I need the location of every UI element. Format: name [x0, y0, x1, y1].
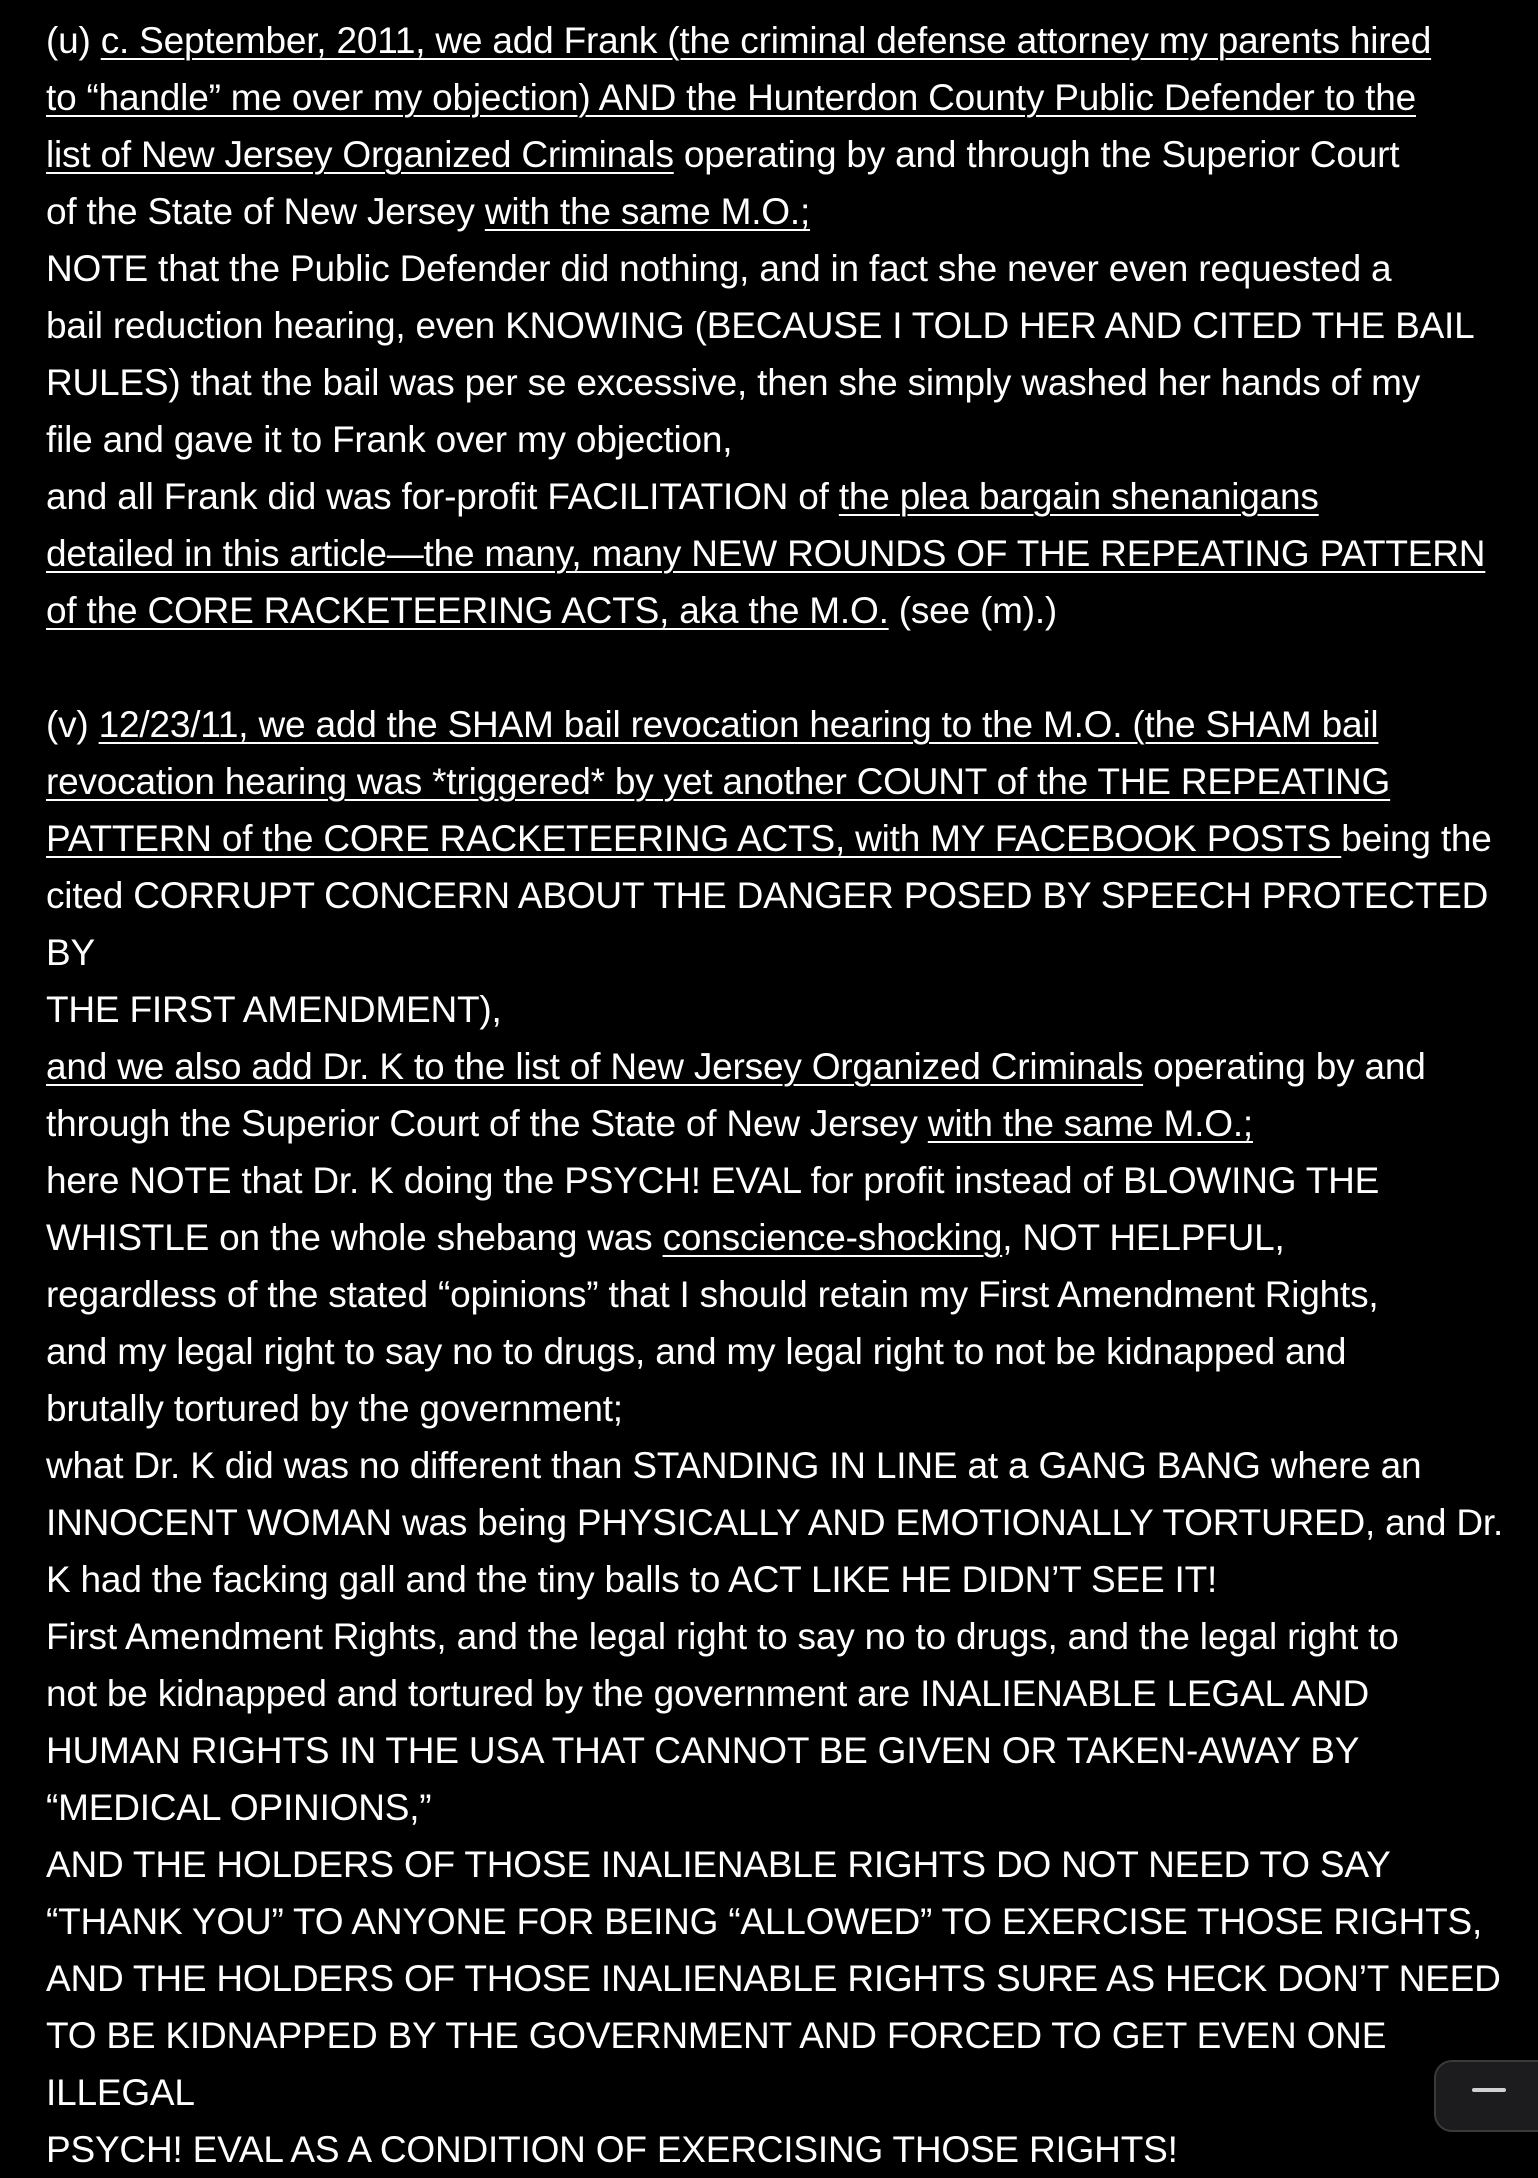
text-line	[46, 582, 1516, 639]
text-line	[46, 810, 1516, 867]
text-segment: PSYCH! EVAL AS A CONDITION OF EXERCISING THOSE RIGHTS!	[46, 2129, 1178, 2170]
text-segment: here NOTE that Dr. K doing the PSYCH! EVAL for profit instead of BLOWING THE	[46, 1160, 1380, 1201]
text-segment: being the	[1341, 818, 1492, 859]
text-line	[46, 1665, 1516, 1722]
text-line	[46, 1095, 1516, 1152]
text-line	[46, 126, 1516, 183]
text-line	[46, 1380, 1516, 1437]
text-line	[46, 468, 1516, 525]
underlined-text: with the same M.O.;	[927, 1103, 1253, 1144]
text-line	[46, 2007, 1516, 2121]
text-segment: INNOCENT WOMAN was being PHYSICALLY AND EMOTIONALLY TORTURED, and Dr.	[46, 1502, 1504, 1543]
underlined-text: PATTERN of the CORE RACKETEERING ACTS, with MY FACEBOOK POSTS	[46, 818, 1342, 859]
text-segment: HUMAN RIGHTS IN THE USA THAT CANNOT BE GIVEN OR TAKEN-AWAY BY	[46, 1730, 1360, 1771]
text-line	[46, 696, 1516, 753]
text-segment: and my legal right to say no to drugs, and my legal right to not be kidnapped and	[46, 1331, 1347, 1372]
section-u	[46, 12, 1516, 639]
text-segment: WHISTLE on the whole shebang was	[46, 1217, 663, 1258]
document-body	[46, 12, 1516, 2178]
text-line	[46, 753, 1516, 810]
text-segment: AND THE HOLDERS OF THOSE INALIENABLE RIGHTS DO NOT NEED TO SAY	[46, 1844, 1391, 1885]
text-line	[46, 240, 1516, 297]
section-v	[46, 696, 1516, 2178]
underlined-text: list of New Jersey Organized Criminals	[46, 134, 674, 175]
text-line	[46, 411, 1516, 468]
text-line	[46, 1950, 1516, 2007]
text-segment: regardless of the stated “opinions” that I should retain my First Amendment Rights,	[46, 1274, 1379, 1315]
text-segment: what Dr. K did was no different than STANDING IN LINE at a GANG BANG where an	[46, 1445, 1422, 1486]
underlined-text: and we also add Dr. K to the list of New Jersey Organized Criminals	[46, 1046, 1144, 1087]
text-segment: THE FIRST AMENDMENT),	[46, 989, 502, 1030]
text-line	[46, 69, 1516, 126]
text-line	[46, 1779, 1516, 1836]
underlined-text: with the same M.O.;	[484, 191, 811, 232]
text-line	[46, 1608, 1516, 1665]
text-line	[46, 1722, 1516, 1779]
underlined-text: the plea bargain shenanigans	[838, 476, 1319, 517]
text-segment: file and gave it to Frank over my objection,	[46, 419, 733, 460]
text-segment: K had the facking gall and the tiny balls to ACT LIKE HE DIDN’T SEE IT!	[46, 1559, 1218, 1600]
text-segment: operating by and	[1143, 1046, 1426, 1087]
text-segment: “THANK YOU” TO ANYONE FOR BEING “ALLOWED” TO EXERCISE THOSE RIGHTS,	[46, 1901, 1483, 1942]
text-line	[46, 1893, 1516, 1950]
text-segment: (v)	[46, 704, 99, 745]
underlined-text: of the CORE RACKETEERING ACTS, aka the M.O.	[46, 590, 889, 631]
text-segment: First Amendment Rights, and the legal right to say no to drugs, and the legal right to	[46, 1616, 1399, 1657]
underlined-text: revocation hearing was *triggered* by yet another COUNT of the THE REPEATING	[46, 761, 1391, 802]
text-line	[46, 1836, 1516, 1893]
text-line	[46, 183, 1516, 240]
text-line	[46, 1323, 1516, 1380]
text-segment: through the Superior Court of the State of New Jersey	[46, 1103, 928, 1144]
text-line	[46, 354, 1516, 411]
text-line	[46, 2121, 1516, 2178]
text-line	[46, 297, 1516, 354]
text-line	[46, 1152, 1516, 1209]
text-line	[46, 1038, 1516, 1095]
text-segment: AND THE HOLDERS OF THOSE INALIENABLE RIGHTS SURE AS HECK DON’T NEED	[46, 1958, 1501, 1999]
text-line	[46, 981, 1516, 1038]
text-segment: operating by and through the Superior Court	[673, 134, 1400, 175]
menu-icon	[1472, 2088, 1506, 2092]
text-line	[46, 1551, 1516, 1608]
text-segment: “MEDICAL OPINIONS,”	[46, 1787, 432, 1828]
underlined-text: 12/23/11, we add the SHAM bail revocation hearing to the M.O. (the SHAM bail	[98, 704, 1379, 745]
text-line	[46, 12, 1516, 69]
text-line	[46, 867, 1516, 981]
text-segment: not be kidnapped and tortured by the government are INALIENABLE LEGAL AND	[46, 1673, 1370, 1714]
text-segment: bail reduction hearing, even KNOWING (BECAUSE I TOLD HER AND CITED THE BAIL	[46, 305, 1475, 346]
underlined-text: conscience-shocking	[662, 1217, 1003, 1258]
text-segment: brutally tortured by the government;	[46, 1388, 623, 1429]
text-segment: and all Frank did was for-profit FACILITATION of	[46, 476, 839, 517]
text-line	[46, 1266, 1516, 1323]
underlined-text: c. September, 2011, we add Frank (the criminal defense attorney my parents hired	[100, 20, 1432, 61]
text-segment: cited CORRUPT CONCERN ABOUT THE DANGER POSED BY SPEECH PROTECTED BY	[46, 875, 1489, 973]
text-segment: , NOT HELPFUL,	[1002, 1217, 1285, 1258]
menu-button[interactable]	[1434, 2060, 1538, 2132]
underlined-text: detailed in this article—the many, many NEW ROUNDS OF THE REPEATING PATTERN	[46, 533, 1486, 574]
text-segment: (see (m).)	[888, 590, 1058, 631]
text-line	[46, 1437, 1516, 1494]
text-line	[46, 525, 1516, 582]
text-line	[46, 1494, 1516, 1551]
text-line	[46, 1209, 1516, 1266]
text-segment: RULES) that the bail was per se excessive, then she simply washed her hands of my	[46, 362, 1421, 403]
text-segment: of the State of New Jersey	[46, 191, 485, 232]
text-segment: (u)	[46, 20, 101, 61]
text-segment: TO BE KIDNAPPED BY THE GOVERNMENT AND FORCED TO GET EVEN ONE ILLEGAL	[46, 2015, 1387, 2113]
underlined-text: to “handle” me over my objection) AND the Hunterdon County Public Defender to the	[46, 77, 1416, 118]
text-segment: NOTE that the Public Defender did nothing, and in fact she never even requested a	[46, 248, 1392, 289]
